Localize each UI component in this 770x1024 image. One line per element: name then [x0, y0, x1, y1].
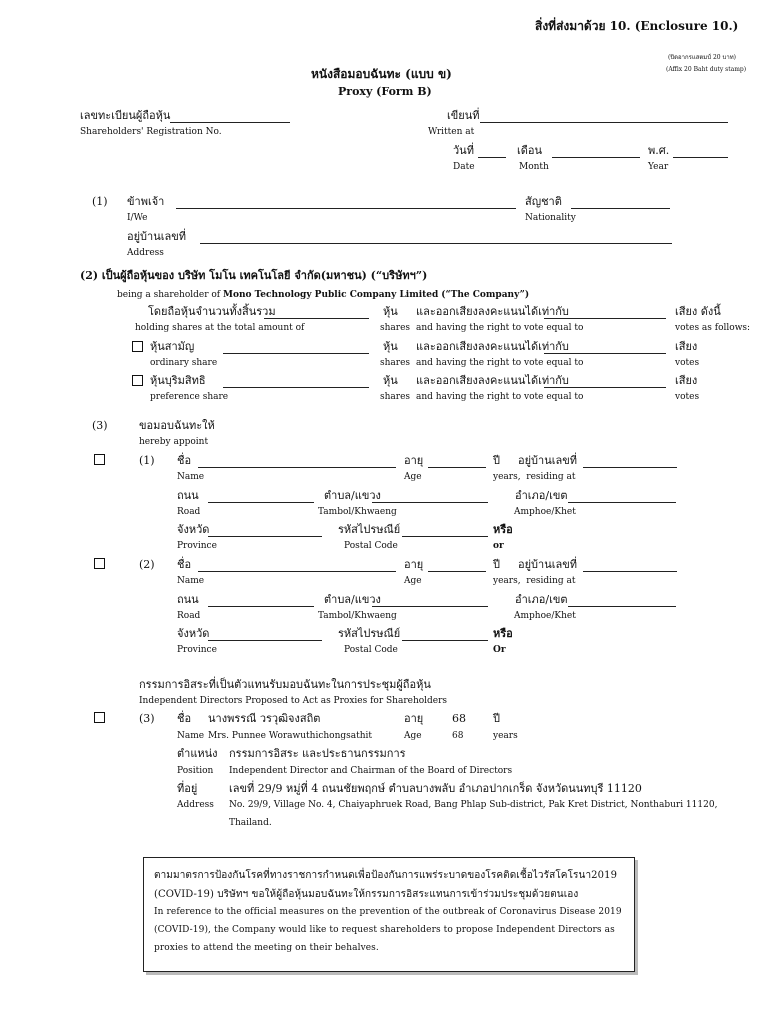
proxy3-years-label-en: years — [493, 731, 518, 741]
year-field[interactable] — [673, 157, 728, 158]
proxy2-checkbox[interactable] — [94, 558, 105, 569]
preference-votes-field[interactable] — [544, 387, 666, 388]
appoint-label-en: hereby appoint — [139, 437, 209, 447]
proxy1-name-label-en: Name — [177, 472, 205, 482]
proxy1-name-label-th: ชื่อ — [177, 454, 192, 467]
proxy2-amphoe-label-en: Amphoe/Khet — [514, 611, 576, 621]
ordinary-votes-field[interactable] — [544, 353, 666, 354]
proxy2-or-label-en: Or — [493, 645, 506, 655]
proxy3-name-label-en: Name — [177, 731, 205, 741]
proxy2-name-label-en: Name — [177, 576, 205, 586]
director-address-th: เลขที่ 29/9 หมู่ที่ 4 ถนนชัยพฤกษ์ ตำบลบางพลับ อำเภอปากเกร็ด จังหวัดนนทบุรี 11120 — [229, 782, 642, 795]
proxy2-province-label-th: จังหวัด — [177, 627, 210, 640]
ordinary-label-th: หุ้นสามัญ — [150, 340, 195, 353]
year-label-th: พ.ศ. — [648, 144, 670, 157]
date-label-en: Date — [453, 162, 475, 172]
indep-heading-en: Independent Directors Proposed to Act as Proxies for Shareholders — [139, 696, 448, 706]
date-label-th: วันที่ — [453, 144, 474, 157]
vote-label-th-2: และออกเสียงลงคะแนนได้เท่ากับ — [416, 340, 569, 353]
indep-heading-th: กรรมการอิสระที่เป็นตัวแทนรับมอบฉันทะในการประชุมผู้ถือหุ้น — [139, 678, 431, 691]
year-label-en: Year — [648, 162, 669, 172]
date-field[interactable] — [478, 157, 506, 158]
proxy3-age-label-th: อายุ — [404, 712, 424, 725]
proxy2-road-field[interactable] — [208, 606, 314, 607]
section2-line-en: being a shareholder of Mono Technology Public Company Limited (“The Company”) — [117, 290, 530, 300]
vote-total-field[interactable] — [544, 318, 666, 319]
proxy1-age-label-th: อายุ — [404, 454, 424, 467]
shares-label-th-3: หุ้น — [383, 374, 398, 387]
proxy2-postal-field[interactable] — [402, 640, 488, 641]
iwe-label-th: ข้าพเจ้า — [127, 195, 165, 208]
proxy1-amphoe-label-en: Amphoe/Khet — [514, 507, 576, 517]
proxy1-number: (1) — [139, 454, 155, 467]
preference-shares-field[interactable] — [223, 387, 369, 388]
address-field[interactable] — [200, 243, 672, 244]
proxy2-province-label-en: Province — [177, 645, 217, 655]
month-field[interactable] — [552, 157, 640, 158]
votes-label-en-2: votes — [675, 392, 700, 402]
proxy1-postal-field[interactable] — [402, 536, 488, 537]
notice-en-line2: (COVID-19), the Company would like to request shareholders to propose Independent Directors as — [154, 925, 615, 935]
shares-label-en-3: shares — [380, 392, 411, 402]
proxy3-name-label-th: ชื่อ — [177, 712, 192, 725]
proxy1-age-field[interactable] — [428, 467, 486, 468]
vote-label-th: และออกเสียงลงคะแนนได้เท่ากับ — [416, 305, 569, 318]
proxy2-province-field[interactable] — [208, 640, 322, 641]
director-address-en-line1: No. 29/9, Village No. 4, Chaiyaphruek Road, Bang Phlap Sub-district, Pak Kret District, Nonthaburi 11120, — [229, 800, 718, 810]
proxy1-amphoe-field[interactable] — [568, 502, 676, 503]
proxy1-tambol-label-en: Tambol/Khwaeng — [318, 507, 397, 517]
proxy1-province-field[interactable] — [208, 536, 322, 537]
proxy2-age-label-en: Age — [404, 576, 422, 586]
written-at-field[interactable] — [480, 122, 728, 123]
ordinary-label-en: ordinary share — [150, 358, 218, 368]
shares-label-th-2: หุ้น — [383, 340, 398, 353]
iwe-field[interactable] — [176, 208, 516, 209]
proxy2-tambol-field[interactable] — [372, 606, 488, 607]
reg-no-label-en: Shareholders' Registration No. — [80, 127, 222, 137]
director-name-en: Mrs. Punnee Worawuthichongsathit — [208, 731, 373, 741]
proxy1-checkbox[interactable] — [94, 454, 105, 465]
proxy3-checkbox[interactable] — [94, 712, 105, 723]
covid-notice-box — [143, 857, 635, 972]
written-at-label-th: เขียนที่ — [447, 109, 480, 122]
preference-share-checkbox[interactable] — [132, 375, 143, 386]
proxy2-road-label-th: ถนน — [177, 593, 199, 606]
proxy1-residing-label-th: อยู่บ้านเลขที่ — [518, 454, 578, 467]
holding-label-th: โดยถือหุ้นจำนวนทั้งสิ้นรวม — [148, 305, 276, 318]
proxy1-residing-field[interactable] — [583, 467, 677, 468]
proxy1-tambol-field[interactable] — [372, 502, 488, 503]
notice-th-line1: ตามมาตรการป้องกันโรคที่ทางราชการกำหนดเพื่อป้องกันการแพร่ระบาดของโรคติดเชื้อไวรัสโคโรนา2019 — [154, 870, 618, 881]
proxy1-amphoe-label-th: อำเภอ/เขต — [515, 489, 568, 502]
proxy2-amphoe-label-th: อำเภอ/เขต — [515, 593, 568, 606]
director-address-label-en: Address — [177, 800, 214, 810]
ordinary-shares-field[interactable] — [223, 353, 369, 354]
proxy2-postal-label-en: Postal Code — [344, 645, 398, 655]
proxy2-tambol-label-en: Tambol/Khwaeng — [318, 611, 397, 621]
ordinary-share-checkbox[interactable] — [132, 341, 143, 352]
proxy2-number: (2) — [139, 558, 155, 571]
votes-label-th: เสียง — [675, 340, 698, 353]
nationality-label-en: Nationality — [525, 213, 576, 223]
votes-follow-label-en: votes as follows: — [675, 323, 751, 333]
proxy1-postal-label-th: รหัสไปรษณีย์ — [338, 523, 401, 536]
proxy2-postal-label-th: รหัสไปรษณีย์ — [338, 627, 401, 640]
director-age-en: 68 — [452, 731, 464, 741]
section1-number: (1) — [92, 195, 108, 208]
director-name-th: นางพรรณี วรวุฒิจงสถิต — [208, 712, 321, 725]
holding-total-field[interactable] — [264, 318, 369, 319]
shares-label-th: หุ้น — [383, 305, 398, 318]
proxy1-road-field[interactable] — [208, 502, 314, 503]
title-en: Proxy (Form B) — [338, 85, 432, 98]
month-label-en: Month — [519, 162, 549, 172]
reg-no-label-th: เลขทะเบียนผู้ถือหุ้น — [80, 109, 171, 122]
vote-label-en-2: and having the right to vote equal to — [416, 358, 584, 368]
director-age-th: 68 — [452, 712, 466, 725]
notice-en-line3: proxies to attend the meeting on their behalves. — [154, 943, 379, 953]
proxy2-years-residing-en: years, residing at — [493, 576, 576, 586]
proxy2-residing-label-th: อยู่บ้านเลขที่ — [518, 558, 578, 571]
proxy2-road-label-en: Road — [177, 611, 201, 621]
proxy2-amphoe-field[interactable] — [568, 606, 676, 607]
stamp-note-th: (ปิดอากรแสตมป์ 20 บาท) — [668, 54, 736, 61]
preference-label-en: preference share — [150, 392, 229, 402]
proxy1-road-label-th: ถนน — [177, 489, 199, 502]
nationality-label-th: สัญชาติ — [525, 195, 562, 208]
title-th: หนังสือมอบฉันทะ (แบบ ข) — [311, 67, 452, 81]
notice-th-line2: (COVID-19) บริษัทฯ ขอให้ผู้ถือหุ้นมอบฉันทะให้กรรมการอิสระแทนการเข้าร่วมประชุมด้วยตนเอง — [154, 889, 579, 900]
shares-label-en: shares — [380, 323, 411, 333]
written-at-label-en: Written at — [428, 127, 475, 137]
address-label-en: Address — [127, 248, 164, 258]
enclosure-label: สิ่งที่ส่งมาด้วย 10. (Enclosure 10.) — [535, 19, 739, 33]
proxy1-postal-label-en: Postal Code — [344, 541, 398, 551]
iwe-label-en: I/We — [127, 213, 148, 223]
section3-number: (3) — [92, 419, 108, 432]
proxy1-years-label-th: ปี — [493, 454, 500, 467]
votes-label-th-2: เสียง — [675, 374, 698, 387]
proxy1-province-label-th: จังหวัด — [177, 523, 210, 536]
proxy1-or-label-th: หรือ — [493, 523, 513, 536]
preference-label-th: หุ้นบุริมสิทธิ — [150, 374, 206, 387]
votes-label-en: votes — [675, 358, 700, 368]
stamp-note-en: (Affix 20 Baht duty stamp) — [666, 66, 747, 73]
proxy2-name-field[interactable] — [198, 571, 396, 572]
position-label-en: Position — [177, 766, 214, 776]
director-position-th: กรรมการอิสระ และประธานกรรมการ — [229, 747, 406, 760]
address-label-th: อยู่บ้านเลขที่ — [127, 230, 187, 243]
section2-line-th: (2) เป็นผู้ถือหุ้นของ บริษัท โมโน เทคโนโลยี จำกัด(มหาชน) (“บริษัทฯ”) — [80, 269, 428, 282]
month-label-th: เดือน — [517, 144, 543, 157]
proxy1-years-residing-en: years, residing at — [493, 472, 576, 482]
notice-en-line1: In reference to the official measures on the prevention of the outbreak of Coronavirus Disease 2019 — [154, 907, 622, 917]
reg-no-field[interactable] — [170, 122, 290, 123]
proxy2-residing-field[interactable] — [583, 571, 677, 572]
proxy1-or-label-en: or — [493, 541, 504, 551]
director-address-label-th: ที่อยู่ — [177, 782, 198, 795]
proxy2-age-label-th: อายุ — [404, 558, 424, 571]
proxy2-or-label-th: หรือ — [493, 627, 513, 640]
director-position-en: Independent Director and Chairman of the Board of Directors — [229, 766, 513, 776]
vote-label-th-3: และออกเสียงลงคะแนนได้เท่ากับ — [416, 374, 569, 387]
proxy2-years-label-th: ปี — [493, 558, 500, 571]
proxy2-tambol-label-th: ตำบล/แขวง — [324, 593, 381, 606]
proxy1-tambol-label-th: ตำบล/แขวง — [324, 489, 381, 502]
proxy3-number: (3) — [139, 712, 155, 725]
vote-label-en: and having the right to vote equal to — [416, 323, 584, 333]
appoint-label-th: ขอมอบฉันทะให้ — [139, 419, 215, 432]
holding-label-en: holding shares at the total amount of — [135, 323, 305, 333]
proxy1-province-label-en: Province — [177, 541, 217, 551]
nationality-field[interactable] — [571, 208, 670, 209]
proxy2-age-field[interactable] — [428, 571, 486, 572]
position-label-th: ตำแหน่ง — [177, 747, 218, 760]
proxy1-road-label-en: Road — [177, 507, 201, 517]
proxy1-age-label-en: Age — [404, 472, 422, 482]
proxy3-years-label-th: ปี — [493, 712, 500, 725]
votes-follow-label-th: เสียง ดังนี้ — [675, 305, 721, 318]
director-address-en-line2: Thailand. — [229, 818, 272, 828]
vote-label-en-3: and having the right to vote equal to — [416, 392, 584, 402]
proxy3-age-label-en: Age — [404, 731, 422, 741]
shares-label-en-2: shares — [380, 358, 411, 368]
proxy1-name-field[interactable] — [198, 467, 396, 468]
proxy2-name-label-th: ชื่อ — [177, 558, 192, 571]
